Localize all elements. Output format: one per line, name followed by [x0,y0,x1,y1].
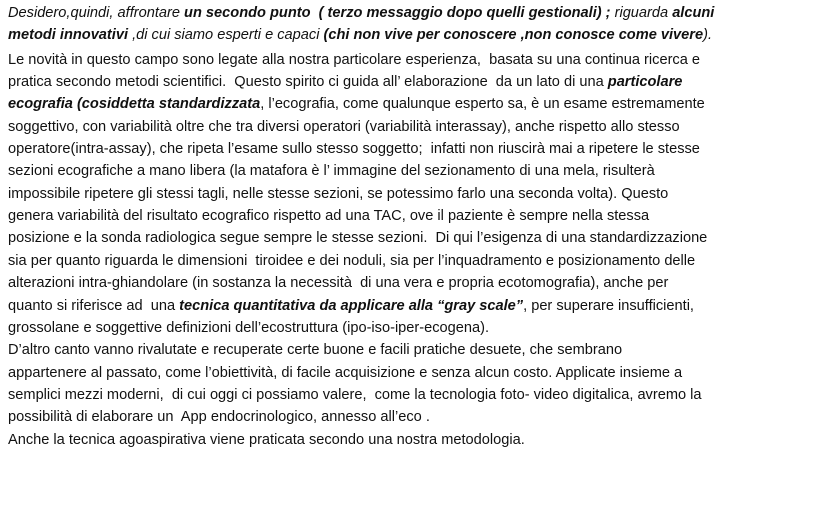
emphasis-text: metodi innovativi [8,27,129,43]
text-line-6: soggettivo, con variabilità oltre che tra diversi operatori (variabilità interassay), anche rispetto allo stesso [8,119,680,135]
text-line-20: Anche la tecnica agoaspirativa viene praticata secondo una nostra metodologia. [8,432,525,448]
emphasis-text: un secondo punto [184,5,311,21]
emphasis-text: alcuni [672,5,715,21]
emphasis-text: particolare [607,74,683,90]
quote-text: (chi non vive per conoscere ,non conosce come vivere [323,27,704,43]
text-line-3: Le novità in questo campo sono legate alla nostra particolare esperienza, basata su una continua ricerca e [8,52,701,68]
intro-text: riguarda [610,5,673,21]
text-line-10: genera variabilità del risultato ecografico rispetto ad una TAC, ove il paziente è sempre nella stessa [8,208,650,224]
emphasis-text: ( terzo messaggio dopo quelli gestionali) ; [310,5,611,21]
text-line-19: possibilità di elaborare un App endocrinologico, annesso all’eco . [8,409,430,425]
body-text: quanto si riferisce ad una [8,298,180,314]
text-line-18: semplici mezzi moderni, di cui oggi ci possiamo valere, come la tecnologia foto- video digitalica, avremo la [8,387,702,403]
text-line-4 [8,71,682,93]
emphasis-text: ecografia (cosiddetta standardizzata [8,96,261,112]
body-text: pratica secondo metodi scientifici. Questo spirito ci guida all’ elaborazione da un lato di una [8,74,608,90]
text-line-17: appartenere al passato, come l’obiettività, di facile acquisizione e senza alcun costo. Applicate insieme a [8,365,683,381]
intro-text: ,di cui siamo esperti e capaci [128,27,324,43]
text-line-13: alterazioni intra-ghiandolare (in sostanza la necessità di una vera e propria ecotomografia), anche per [8,275,669,291]
text-line-8: sezioni ecografiche a mano libera (la matafora è l’ immagine del sezionamento di una mela, risulterà [8,163,655,179]
text-line-9: impossibile ripetere gli stessi tagli, nelle stesse sezioni, se potessimo farlo una seconda volta). Questo [8,186,669,202]
text-line-15: grossolane e soggettive definizioni dell’ecostruttura (ipo-iso-iper-ecogena). [8,320,490,336]
text-line-12: sia per quanto riguarda le dimensioni tiroidee e dei noduli, sia per l’inquadramento e posizionamento delle [8,253,696,269]
emphasis-text: tecnica quantitativa da applicare alla “gray scale” [179,298,524,314]
text-line-5 [8,93,705,115]
text-line-11: posizione e la sonda radiologica segue sempre le stesse sezioni. Di qui l’esigenza di una standardizzazione [8,230,708,246]
intro-text: ). [703,27,712,43]
text-line-14 [8,295,694,317]
text-line-7: operatore(intra-assay), che ripeta l’esame sullo stesso soggetto; infatti non riuscirà mai a ripetere le stesse [8,141,700,157]
text-line-16: D’altro canto vanno rivalutate e recuperate certe buone e facili pratiche desuete, che sembrano [8,342,623,358]
text-line-1 [8,2,714,24]
intro-text: Desidero,quindi, affrontare [8,5,185,21]
body-text: , per superare insufficienti, [523,298,694,314]
text-line-2 [8,24,712,46]
body-text: , l’ecografia, come qualunque esperto sa, è un esame estremamente [260,96,705,112]
